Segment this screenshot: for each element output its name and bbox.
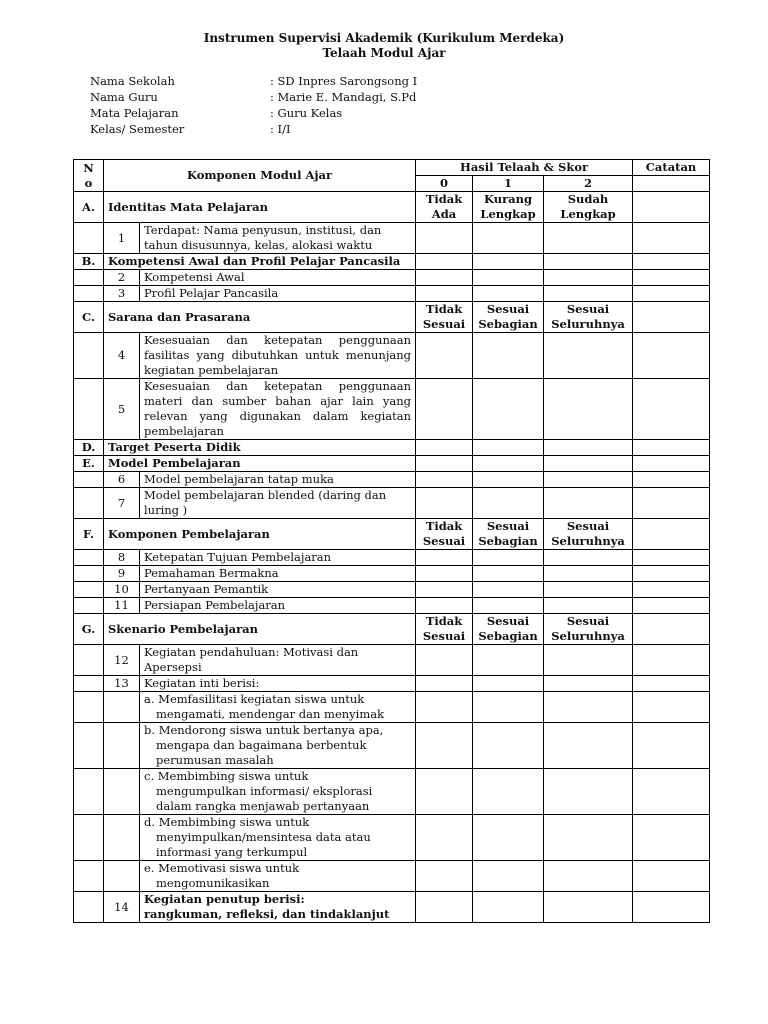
score-cell-1 [473, 270, 544, 286]
scale-line: Sesuai [486, 519, 530, 533]
catatan-cell [633, 519, 710, 550]
score-cell-1 [473, 723, 544, 769]
score-cell-2 [544, 488, 633, 519]
item-number: 10 [104, 582, 140, 598]
empty-cell [74, 676, 104, 692]
scale-line: Lengkap [560, 207, 616, 221]
catatan-cell [633, 286, 710, 302]
score-cell-1 [473, 472, 544, 488]
item-number: 5 [104, 379, 140, 440]
item-text: Ketepatan Tujuan Pembelajaran [140, 550, 416, 566]
score-cell-2 [544, 861, 633, 892]
catatan-cell [633, 176, 710, 192]
score-cell-0 [416, 815, 473, 861]
score-cell-1 [473, 286, 544, 302]
section-title: Target Peserta Didik [104, 440, 416, 456]
score-0-header: 0 [416, 176, 473, 192]
item-text: Kesesuaian dan ketepatan penggunaan fasilitas yang dibutuhkan untuk menunjang kegiatan pembelajaran [140, 333, 416, 379]
catatan-cell [633, 379, 710, 440]
empty-cell [74, 861, 104, 892]
empty-cell [74, 892, 104, 923]
info-value: : Marie E. Mandagi, S.Pd [270, 90, 417, 104]
score-cell-2 [544, 440, 633, 456]
score-cell-0 [416, 286, 473, 302]
scale-line: Sudah [567, 192, 609, 206]
subitem-prefix: e. [144, 861, 159, 875]
scale-2-label [544, 192, 633, 223]
score-cell-2 [544, 566, 633, 582]
empty-cell [74, 472, 104, 488]
score-cell-1 [473, 550, 544, 566]
scale-line: Sesuai [486, 302, 530, 316]
empty-cell [104, 815, 140, 861]
scale-line: Seluruhnya [551, 534, 625, 548]
info-label: Mata Pelajaran [90, 106, 179, 120]
item-row-10 [74, 582, 710, 598]
section-title: Kompetensi Awal dan Profil Pelajar Pancasila [104, 254, 416, 270]
score-cell-0 [416, 769, 473, 815]
score-cell-2 [544, 333, 633, 379]
item-text: Model pembelajaran tatap muka [140, 472, 416, 488]
score-cell-0 [416, 676, 473, 692]
subitem-prefix: c. [144, 769, 158, 783]
catatan-cell [633, 861, 710, 892]
empty-cell [104, 723, 140, 769]
subitem-prefix: d. [144, 815, 159, 829]
score-cell-0 [416, 892, 473, 923]
subitem-row-d [74, 815, 710, 861]
item-text: Model pembelajaran blended (daring dan luring ) [140, 488, 416, 519]
scale-line: Sebagian [478, 534, 538, 548]
catatan-cell [633, 676, 710, 692]
item-text: Pemahaman Bermakna [140, 566, 416, 582]
score-cell-1 [473, 769, 544, 815]
subitem-text [140, 815, 416, 861]
score-cell-0 [416, 645, 473, 676]
catatan-cell [633, 456, 710, 472]
catatan-cell [633, 302, 710, 333]
subitem-row-e [74, 861, 710, 892]
score-cell-1 [473, 456, 544, 472]
score-2-header: 2 [544, 176, 633, 192]
score-cell-1 [473, 254, 544, 270]
scale-line: Seluruhnya [551, 317, 625, 331]
scale-line: Tidak [425, 614, 463, 628]
subitem-prefix: a. [144, 692, 159, 706]
score-cell-0 [416, 440, 473, 456]
section-row-f [74, 519, 710, 550]
supervision-table [73, 159, 710, 923]
section-title: Komponen Pembelajaran [104, 519, 416, 550]
scale-2-label [544, 302, 633, 333]
score-cell-0 [416, 488, 473, 519]
info-value: : I/I [270, 122, 291, 136]
score-cell-0 [416, 254, 473, 270]
empty-cell [74, 488, 104, 519]
section-row-d [74, 440, 710, 456]
score-cell-1 [473, 598, 544, 614]
catatan-cell [633, 254, 710, 270]
scale-line: Sesuai [422, 534, 466, 548]
section-title: Model Pembelajaran [104, 456, 416, 472]
score-cell-0 [416, 861, 473, 892]
item-row-8 [74, 550, 710, 566]
info-label: Nama Guru [90, 90, 158, 104]
section-letter: G. [74, 614, 104, 645]
empty-cell [74, 379, 104, 440]
info-value: : SD Inpres Sarongsong I [270, 74, 418, 88]
catatan-cell [633, 488, 710, 519]
item-row-4 [74, 333, 710, 379]
empty-cell [74, 333, 104, 379]
score-cell-1 [473, 692, 544, 723]
scale-2-label [544, 519, 633, 550]
subitem-continuation: mengapa dan bagaimana berbentuk perumusan masalah [156, 738, 367, 767]
score-cell-0 [416, 456, 473, 472]
subitem-row-c [74, 769, 710, 815]
score-cell-0 [416, 223, 473, 254]
score-cell-2 [544, 769, 633, 815]
score-cell-1 [473, 440, 544, 456]
score-cell-1 [473, 379, 544, 440]
score-cell-1 [473, 566, 544, 582]
item-line: Kegiatan penutup berisi: [144, 892, 305, 906]
score-cell-2 [544, 692, 633, 723]
info-value: : Guru Kelas [270, 106, 343, 120]
item-text: Kegiatan pendahuluan: Motivasi dan Apersepsi [140, 645, 416, 676]
section-letter: C. [74, 302, 104, 333]
scale-0-label [416, 192, 473, 223]
catatan-cell [633, 769, 710, 815]
score-cell-0 [416, 550, 473, 566]
catatan-cell [633, 192, 710, 223]
scale-line: Sebagian [478, 317, 538, 331]
section-row-e [74, 456, 710, 472]
score-cell-0 [416, 472, 473, 488]
score-cell-1 [473, 645, 544, 676]
score-cell-0 [416, 692, 473, 723]
document-title: Instrumen Supervisi Akademik (Kurikulum Merdeka) [203, 31, 565, 45]
no-header-line2: o [84, 175, 93, 190]
subitem-text [140, 861, 416, 892]
catatan-cell [633, 550, 710, 566]
item-row-5 [74, 379, 710, 440]
scale-line: Sesuai [486, 614, 530, 628]
empty-cell [74, 815, 104, 861]
catatan-cell [633, 333, 710, 379]
catatan-header: Catatan [633, 160, 710, 176]
score-cell-1 [473, 676, 544, 692]
scale-1-label [473, 302, 544, 333]
scale-line: Sesuai [566, 302, 610, 316]
score-cell-2 [544, 550, 633, 566]
empty-cell [74, 692, 104, 723]
subitem-prefix: b. [144, 723, 159, 737]
score-cell-0 [416, 379, 473, 440]
item-row-6 [74, 472, 710, 488]
subitem-line: Membimbing siswa untuk [158, 815, 310, 829]
item-row-12 [74, 645, 710, 676]
item-row-13 [74, 676, 710, 692]
catatan-cell [633, 723, 710, 769]
score-cell-2 [544, 254, 633, 270]
section-letter: F. [74, 519, 104, 550]
score-cell-1 [473, 582, 544, 598]
scale-0-label [416, 302, 473, 333]
subitem-continuation: mengomunikasikan [156, 876, 270, 890]
item-row-7 [74, 488, 710, 519]
catatan-cell [633, 270, 710, 286]
info-label: Kelas/ Semester [90, 122, 185, 136]
item-number: 4 [104, 333, 140, 379]
empty-cell [74, 270, 104, 286]
score-cell-1 [473, 861, 544, 892]
subitem-continuation: mengamati, mendengar dan menyimak [156, 707, 385, 721]
scale-line: Kurang [484, 192, 533, 206]
score-cell-0 [416, 723, 473, 769]
subitem-line: Membimbing siswa untuk [157, 769, 309, 783]
scale-1-label [473, 192, 544, 223]
item-row-1 [74, 223, 710, 254]
score-cell-2 [544, 598, 633, 614]
section-row-a [74, 192, 710, 223]
scale-0-label [416, 519, 473, 550]
scale-line: Tidak [425, 519, 463, 533]
score-cell-2 [544, 645, 633, 676]
section-row-g [74, 614, 710, 645]
catatan-cell [633, 614, 710, 645]
score-cell-2 [544, 223, 633, 254]
section-letter: B. [74, 254, 104, 270]
empty-cell [74, 645, 104, 676]
item-text: Kompetensi Awal [140, 270, 416, 286]
item-number: 3 [104, 286, 140, 302]
catatan-cell [633, 645, 710, 676]
table-header-row [74, 160, 710, 176]
item-number: 1 [104, 223, 140, 254]
score-cell-1 [473, 892, 544, 923]
score-1-header: 1 [473, 176, 544, 192]
empty-cell [74, 769, 104, 815]
item-number: 13 [104, 676, 140, 692]
score-cell-2 [544, 723, 633, 769]
subitem-continuation: menyimpulkan/mensintesa data atau informasi yang terkumpul [156, 830, 371, 859]
item-text: Terdapat: Nama penyusun, institusi, dan tahun disusunnya, kelas, alokasi waktu [140, 223, 416, 254]
scale-0-label [416, 614, 473, 645]
subitem-continuation: mengumpulkan informasi/ eksplorasi dalam rangka menjawab pertanyaan [156, 784, 373, 813]
item-text: Profil Pelajar Pancasila [140, 286, 416, 302]
item-row-3 [74, 286, 710, 302]
section-title: Skenario Pembelajaran [104, 614, 416, 645]
catatan-cell [633, 223, 710, 254]
info-label: Nama Sekolah [90, 74, 175, 88]
item-number: 2 [104, 270, 140, 286]
item-number: 7 [104, 488, 140, 519]
score-cell-2 [544, 286, 633, 302]
score-cell-1 [473, 333, 544, 379]
section-title: Identitas Mata Pelajaran [104, 192, 416, 223]
scale-line: Tidak [425, 302, 463, 316]
score-cell-1 [473, 223, 544, 254]
subitem-line: Memfasilitasi kegiatan siswa untuk [158, 692, 365, 706]
score-cell-0 [416, 582, 473, 598]
empty-cell [104, 769, 140, 815]
score-cell-2 [544, 892, 633, 923]
scale-2-label [544, 614, 633, 645]
score-cell-1 [473, 815, 544, 861]
hasil-header: Hasil Telaah & Skor [416, 160, 633, 176]
subitem-text [140, 723, 416, 769]
subitem-text [140, 769, 416, 815]
subitem-line: Mendorong siswa untuk bertanya apa, [158, 723, 384, 737]
scale-line: Sebagian [478, 629, 538, 643]
score-cell-2 [544, 270, 633, 286]
catatan-cell [633, 692, 710, 723]
no-header-line1: N [83, 160, 94, 175]
section-row-c [74, 302, 710, 333]
item-text [140, 892, 416, 923]
document-subtitle: Telaah Modul Ajar [322, 46, 446, 60]
item-text: Persiapan Pembelajaran [140, 598, 416, 614]
section-letter: D. [74, 440, 104, 456]
scale-line: Ada [431, 207, 457, 221]
item-number: 12 [104, 645, 140, 676]
score-cell-2 [544, 379, 633, 440]
catatan-cell [633, 815, 710, 861]
item-text: Pertanyaan Pemantik [140, 582, 416, 598]
scale-line: Sesuai [566, 614, 610, 628]
section-letter: E. [74, 456, 104, 472]
subitem-row-b [74, 723, 710, 769]
subitem-text [140, 692, 416, 723]
empty-cell [74, 598, 104, 614]
score-cell-2 [544, 582, 633, 598]
catatan-cell [633, 892, 710, 923]
scale-line: Lengkap [480, 207, 536, 221]
item-number: 14 [104, 892, 140, 923]
empty-cell [74, 286, 104, 302]
scale-1-label [473, 614, 544, 645]
komponen-header: Komponen Modul Ajar [104, 160, 416, 192]
empty-cell [74, 550, 104, 566]
item-line: rangkuman, refleksi, dan tindaklanjut [144, 907, 390, 921]
catatan-cell [633, 472, 710, 488]
catatan-cell [633, 598, 710, 614]
item-text: Kesesuaian dan ketepatan penggunaan materi dan sumber bahan ajar lain yang relevan yang digunakan dalam kegiatan pembelajaran [140, 379, 416, 440]
score-cell-0 [416, 598, 473, 614]
empty-cell [74, 723, 104, 769]
catatan-cell [633, 582, 710, 598]
no-header [74, 160, 104, 192]
scale-1-label [473, 519, 544, 550]
item-row-11 [74, 598, 710, 614]
score-cell-2 [544, 815, 633, 861]
subitem-line: Memotivasi siswa untuk [158, 861, 300, 875]
item-number: 6 [104, 472, 140, 488]
section-row-b [74, 254, 710, 270]
item-row-9 [74, 566, 710, 582]
score-cell-2 [544, 472, 633, 488]
item-number: 11 [104, 598, 140, 614]
scale-line: Tidak [425, 192, 463, 206]
catatan-cell [633, 566, 710, 582]
scale-line: Sesuai [566, 519, 610, 533]
item-number: 8 [104, 550, 140, 566]
item-row-2 [74, 270, 710, 286]
empty-cell [104, 692, 140, 723]
item-row-14 [74, 892, 710, 923]
score-cell-0 [416, 333, 473, 379]
section-title: Sarana dan Prasarana [104, 302, 416, 333]
item-number: 9 [104, 566, 140, 582]
section-letter: A. [74, 192, 104, 223]
empty-cell [74, 582, 104, 598]
score-cell-2 [544, 456, 633, 472]
score-cell-2 [544, 676, 633, 692]
item-text: Kegiatan inti berisi: [140, 676, 416, 692]
empty-cell [104, 861, 140, 892]
empty-cell [74, 223, 104, 254]
scale-line: Sesuai [422, 317, 466, 331]
catatan-cell [633, 440, 710, 456]
subitem-row-a [74, 692, 710, 723]
score-cell-1 [473, 488, 544, 519]
scale-line: Seluruhnya [551, 629, 625, 643]
empty-cell [74, 566, 104, 582]
score-cell-0 [416, 270, 473, 286]
score-cell-0 [416, 566, 473, 582]
scale-line: Sesuai [422, 629, 466, 643]
